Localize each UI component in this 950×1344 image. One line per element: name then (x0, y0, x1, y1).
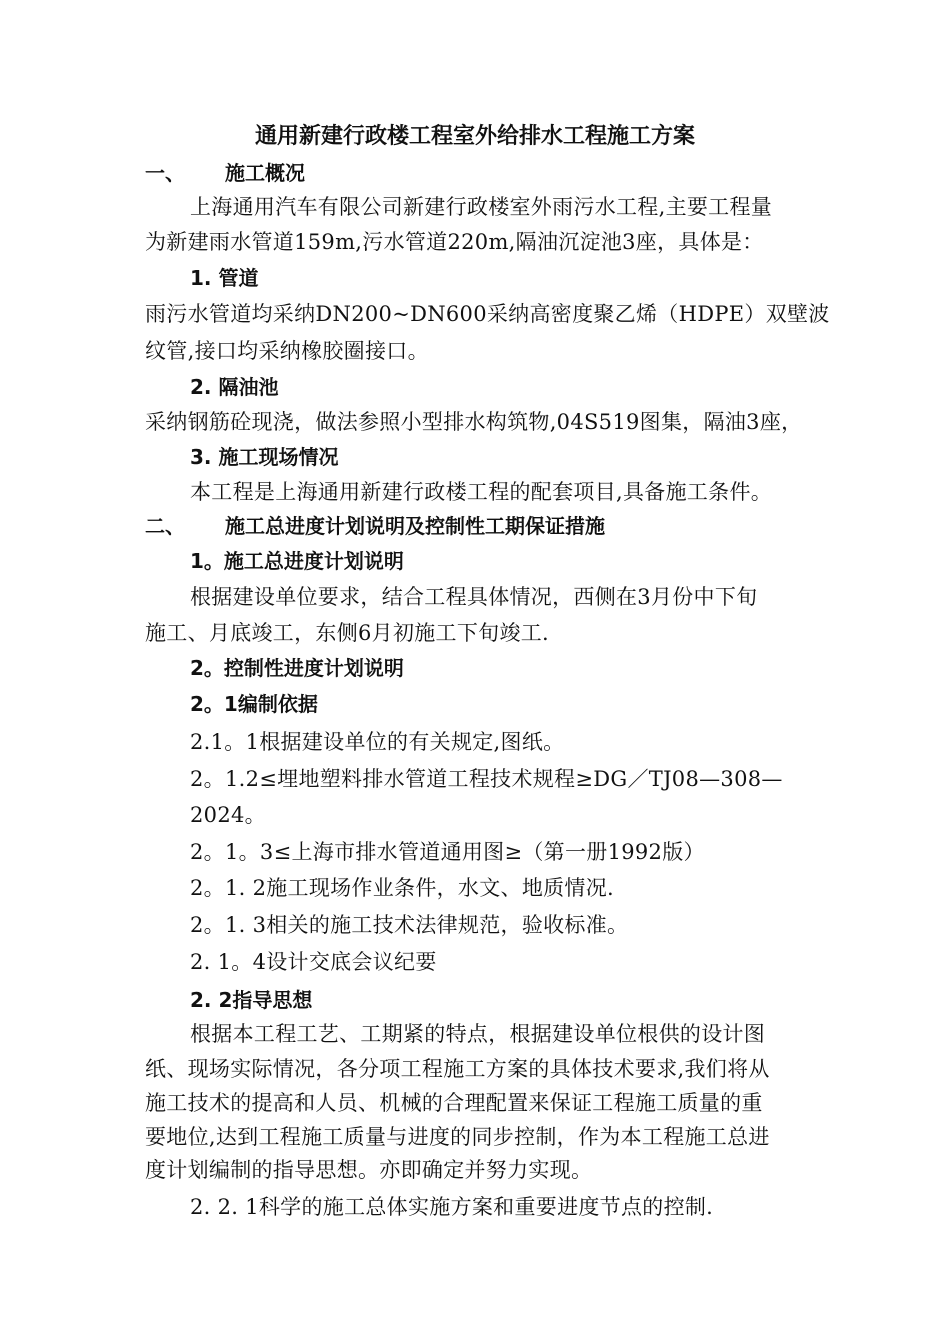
list-item: 2.1。1根据建设单位的有关规定,图纸。 (190, 730, 565, 754)
paragraph-line: 施工、月底竣工，东侧6月初施工下旬竣工. (145, 621, 550, 645)
subheading-control-schedule: 2。控制性进度计划说明 (190, 656, 404, 680)
list-item: 2。1. 2施工现场作业条件，水文、地质情况. (190, 876, 615, 900)
paragraph-line: 雨污水管道均采纳DN200~DN600采纳高密度聚乙烯（HDPE）双壁波 (145, 302, 830, 326)
paragraph-line: 上海通用汽车有限公司新建行政楼室外雨污水工程,主要工程量 (190, 195, 773, 219)
paragraph-line: 本工程是上海通用新建行政楼工程的配套项目,具备施工条件。 (190, 480, 773, 504)
list-item: 2024。 (190, 803, 266, 827)
section-2-number: 二、 (145, 514, 185, 538)
section-2-heading (145, 513, 605, 539)
paragraph-line: 纹管,接口均采纳橡胶圈接口。 (145, 339, 429, 363)
paragraph-line: 要地位,达到工程施工质量与进度的同步控制，作为本工程施工总进 (145, 1125, 770, 1149)
paragraph-line: 纸、现场实际情况，各分项工程施工方案的具体技术要求,我们将从 (145, 1057, 770, 1081)
section-1-number: 一、 (145, 161, 185, 185)
list-item: 2。1. 3相关的施工技术法律规范，验收标准。 (190, 913, 629, 937)
section-1-heading (145, 160, 305, 186)
paragraph-line: 为新建雨水管道159m,污水管道220m,隔油沉淀池3座，具体是： (145, 230, 764, 254)
list-item: 2. 1。4设计交底会议纪要 (190, 950, 437, 974)
paragraph-line: 根据建设单位要求，结合工程具体情况，西侧在3月份中下旬 (190, 585, 758, 609)
document-title: 通用新建行政楼工程室外给排水工程施工方案 (254, 124, 695, 149)
list-item: 2. 2. 1科学的施工总体实施方案和重要进度节点的控制. (190, 1195, 714, 1219)
list-item: 2。1。3≤上海市排水管道通用图≥（第一册1992版） (190, 840, 705, 864)
paragraph-line: 度计划编制的指导思想。亦即确定并努力实现。 (145, 1158, 593, 1182)
subheading-oil-tank: 2. 隔油池 (190, 375, 279, 399)
subheading-basis: 2。1编制依据 (190, 692, 318, 716)
subheading-site-conditions: 3. 施工现场情况 (190, 445, 339, 469)
section-1-title: 施工概况 (225, 161, 305, 185)
subheading-pipes: 1. 管道 (190, 266, 259, 290)
list-item: 2。1.2≤埋地塑料排水管道工程技术规程≥DG／TJ08—308— (190, 767, 783, 791)
paragraph-line: 施工技术的提高和人员、机械的合理配置来保证工程施工质量的重 (145, 1091, 763, 1115)
paragraph-line: 采纳钢筋砼现浇，做法参照小型排水构筑物,04S519图集，隔油3座， (145, 410, 803, 434)
section-2-title: 施工总进度计划说明及控制性工期保证措施 (225, 514, 605, 538)
paragraph-line: 根据本工程工艺、工期紧的特点，根据建设单位根供的设计图 (190, 1022, 766, 1046)
subheading-guiding-principle: 2. 2指导思想 (190, 988, 313, 1012)
subheading-schedule: 1。施工总进度计划说明 (190, 549, 404, 573)
